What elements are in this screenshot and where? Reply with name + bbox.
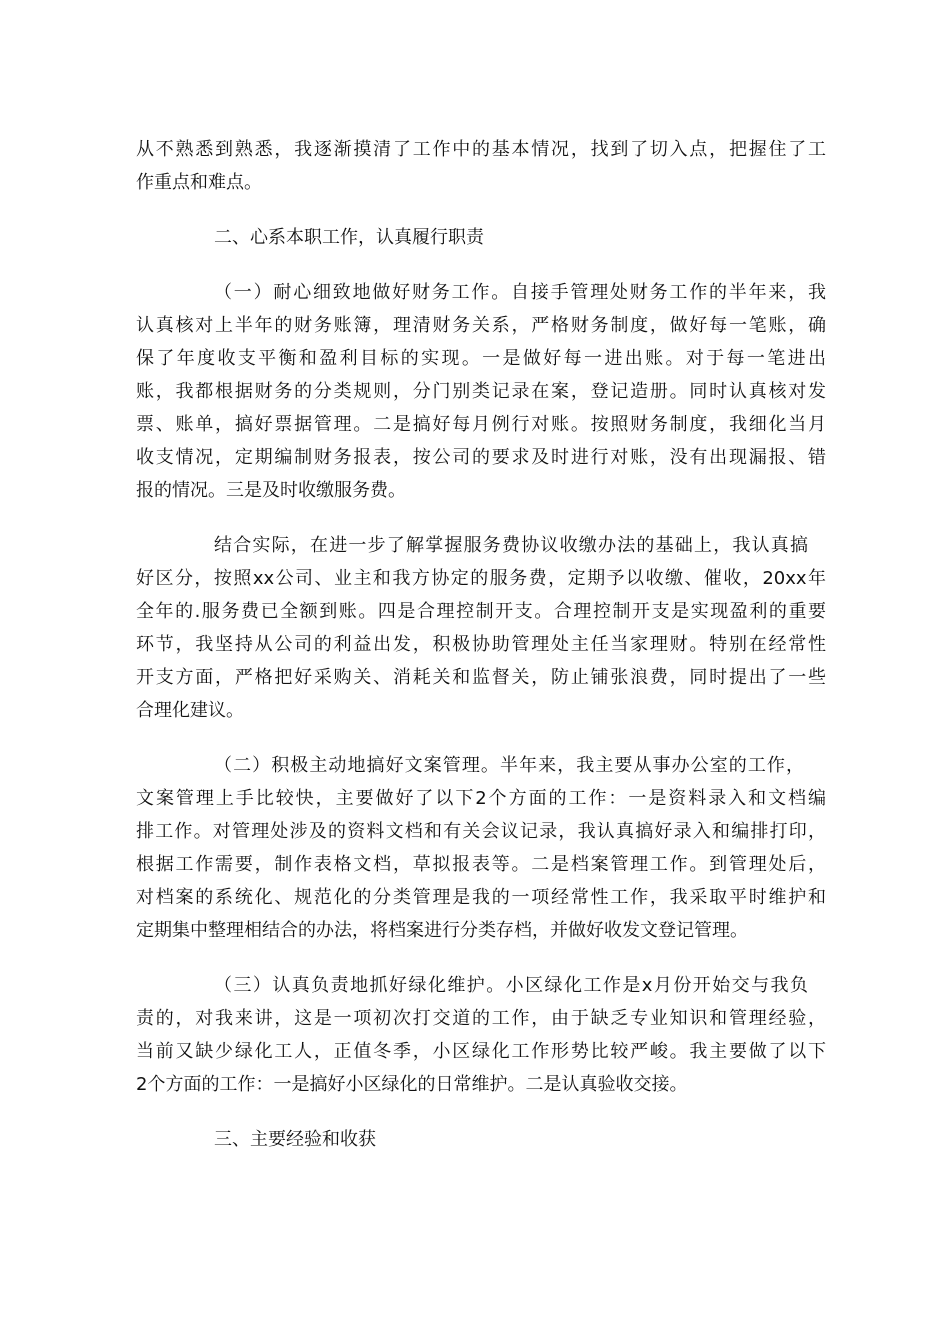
text-line: 票、账单，搞好票据管理。二是搞好每月例行对账。按照财务制度，我细化当月 [136,414,826,435]
text-line: 责的，对我来讲，这是一项初次打交道的工作，由于缺乏专业知识和管理经验， [136,1008,826,1029]
section-heading: 二、心系本职工作，认真履行职责 [214,227,484,248]
text-line: （二）积极主动地搞好文案管理。半年来，我主要从事办公室的工作， [214,755,804,776]
text-line: 当前又缺少绿化工人，正值冬季，小区绿化工作形势比较严峻。我主要做了以下 [136,1041,826,1062]
text-line: 定期集中整理相结合的办法，将档案进行分类存档，并做好收发文登记管理。 [136,920,748,941]
text-line: 账，我都根据财务的分类规则，分门别类记录在案，登记造册。同时认真核对发 [136,381,826,402]
text-line: 对档案的系统化、规范化的分类管理是我的一项经常性工作，我采取平时维护和 [136,887,826,908]
text-line: 2个方面的工作：一是搞好小区绿化的日常维护。二是认真验收交接。 [136,1074,688,1095]
text-line: 从不熟悉到熟悉，我逐渐摸清了工作中的基本情况，找到了切入点，把握住了工 [136,139,826,160]
text-line: 好区分，按照xx公司、业主和我方协定的服务费，定期予以收缴、催收，20xx年 [136,568,826,589]
text-line: 环节，我坚持从公司的利益出发，积极协助管理处主任当家理财。特别在经常性 [136,634,826,655]
text-line: 认真核对上半年的财务账簿，理清财务关系，严格财务制度，做好每一笔账，确 [136,315,826,336]
text-line: 全年的.服务费已全额到账。四是合理控制开支。合理控制开支是实现盈利的重要 [136,601,826,622]
text-line: 根据工作需要，制作表格文档，草拟报表等。二是档案管理工作。到管理处后， [136,854,826,875]
text-line: 收支情况，定期编制财务报表，按公司的要求及时进行对账，没有出现漏报、错 [136,447,826,468]
text-line: 开支方面，严格把好采购关、消耗关和监督关，防止铺张浪费，同时提出了一些 [136,667,826,688]
text-line: 作重点和难点。 [136,172,262,193]
text-line: （一）耐心细致地做好财务工作。自接手管理处财务工作的半年来，我 [214,282,826,303]
text-line: 结合实际，在进一步了解掌握服务费协议收缴办法的基础上，我认真搞 [214,535,808,556]
text-line: 排工作。对管理处涉及的资料文档和有关会议记录，我认真搞好录入和编排打印， [136,821,826,842]
text-line: 文案管理上手比较快，主要做好了以下2个方面的工作：一是资料录入和文档编 [136,788,826,809]
text-line: 报的情况。三是及时收缴服务费。 [136,480,406,501]
text-line: 保了年度收支平衡和盈利目标的实现。一是做好每一进出账。对于每一笔进出 [136,348,826,369]
section-heading: 三、主要经验和收获 [214,1129,376,1150]
text-line: （三）认真负责地抓好绿化维护。小区绿化工作是x月份开始交与我负 [214,975,808,996]
text-line: 合理化建议。 [136,700,244,721]
